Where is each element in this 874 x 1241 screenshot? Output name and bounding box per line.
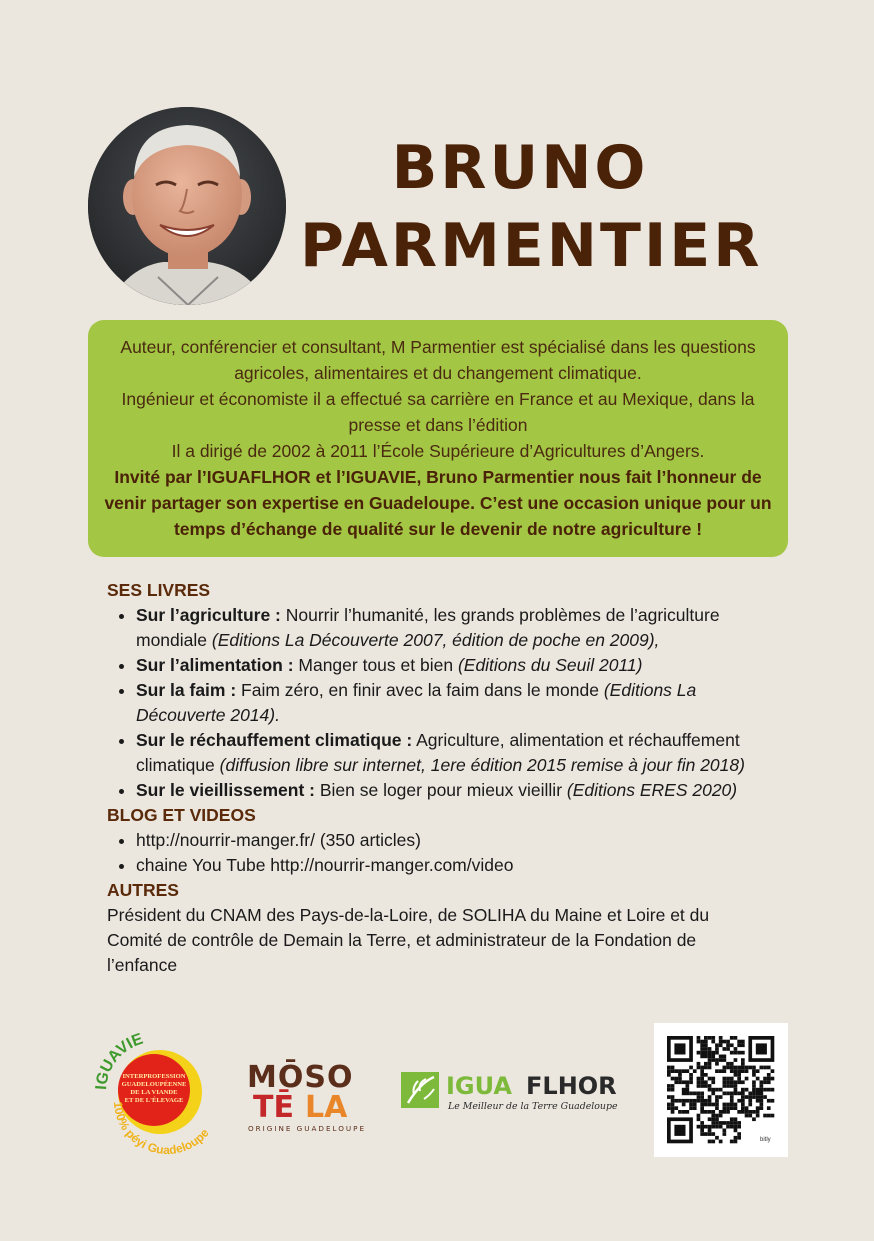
book-edition: (diffusion libre sur internet, 1ere édition 2015 remise à jour fin 2018) — [219, 755, 745, 775]
iguavie-line-2: GUADELOUPÉENNE — [121, 1081, 187, 1088]
blog-list — [107, 828, 787, 878]
bio-highlight: Invité par l’IGUAFLHOR et l’IGUAVIE, Bruno Parmentier nous fait l’honneur de venir partager son expertise en Guadeloupe. C’est une occasion unique pour un temps d’échange de qualité sur le devenir de notre agriculture ! — [104, 467, 772, 539]
book-title: Bien se loger pour mieux vieillir — [314, 780, 567, 800]
portrait-photo — [88, 107, 286, 305]
portrait-illustration — [88, 107, 286, 305]
book-item — [136, 728, 787, 778]
bio-line-1: Auteur, conférencier et consultant, M Parmentier est spécialisé dans les questions agricoles, alimentaires et du changement climatique. — [120, 337, 756, 383]
moso-top: MŌSO — [247, 1060, 354, 1095]
books-list — [107, 603, 787, 803]
blog-item: • http://nourrir-manger.fr/ (350 articles) — [136, 828, 787, 853]
last-name: PARMENTIER — [300, 211, 763, 281]
moso-tag: ORIGINE GUADELOUPE — [248, 1124, 367, 1133]
book-topic: Sur l’agriculture : — [136, 605, 281, 625]
book-edition: (Editions La Découverte 2007, édition de poche en 2009), — [211, 630, 660, 650]
iguavie-name: IGUAVIE — [92, 1030, 146, 1091]
others-heading: AUTRES — [107, 880, 179, 900]
iguaflhor-logo — [398, 1065, 638, 1115]
blog-item: • chaine You Tube http://nourrir-manger.com/video — [136, 853, 787, 878]
moso-bottom-a: TĒ — [253, 1090, 294, 1125]
book-title: Manger tous et bien — [293, 655, 458, 675]
book-title: Agriculture, alimentation et réchauffement climatique — [136, 730, 740, 775]
others-text: Président du CNAM des Pays-de-la-Loire, de SOLIHA du Maine et Loire et du Comité de contrôle de Demain la Terre, et administrateur de la Fondation de l’enfance — [107, 905, 710, 975]
moso-tela-logo — [243, 1055, 368, 1135]
book-title: Faim zéro, en finir avec la faim dans le monde — [236, 680, 604, 700]
books-heading: SES LIVRES — [107, 580, 211, 600]
bio-box — [88, 320, 788, 557]
bio-line-3: Il a dirigé de 2002 à 2011 l’École Supérieure d’Agricultures d’Angers. — [171, 441, 705, 461]
book-edition: (Editions La Découverte 2014). — [136, 680, 697, 725]
moso-bottom-b: LA — [305, 1090, 348, 1125]
book-item — [136, 678, 787, 728]
iguavie-tagline: 100% péyi Guadeloupe — [110, 1101, 212, 1155]
iguavie-line-4: ET DE L'ÉLEVAGE — [124, 1097, 184, 1104]
blog-heading: BLOG ET VIDEOS — [107, 805, 256, 825]
book-topic: Sur la faim : — [136, 680, 237, 700]
book-title: Nourrir l’humanité, les grands problèmes de l’agriculture mondiale — [136, 605, 720, 650]
book-edition: (Editions du Seuil 2011) — [457, 655, 643, 675]
iguavie-logo — [92, 1030, 227, 1155]
first-name: BRUNO — [391, 133, 649, 203]
book-item — [136, 653, 787, 678]
qr-code[interactable] — [654, 1023, 788, 1157]
iguavie-line-3: DE LA VIANDE — [130, 1089, 178, 1096]
book-topic: Sur l’alimentation : — [136, 655, 294, 675]
iguaflhor-tag: Le Meilleur de la Terre Guadeloupe — [448, 1101, 618, 1112]
book-item — [136, 778, 787, 803]
book-topic: Sur le vieillissement : — [136, 780, 315, 800]
iguaflhor-a: IGUA — [446, 1072, 512, 1100]
book-edition: (Editions ERES 2020) — [566, 780, 738, 800]
qr-label: bitly — [760, 1137, 771, 1143]
book-topic: Sur le réchauffement climatique : — [136, 730, 413, 750]
iguavie-line-1: INTERPROFESSION — [122, 1073, 186, 1080]
iguaflhor-b: FLHOR — [526, 1072, 617, 1100]
content-section — [107, 578, 787, 978]
bio-line-2: Ingénieur et économiste il a effectué sa carrière en France et au Mexique, dans la presse et dans l’édition — [121, 389, 755, 435]
book-item — [136, 603, 787, 653]
